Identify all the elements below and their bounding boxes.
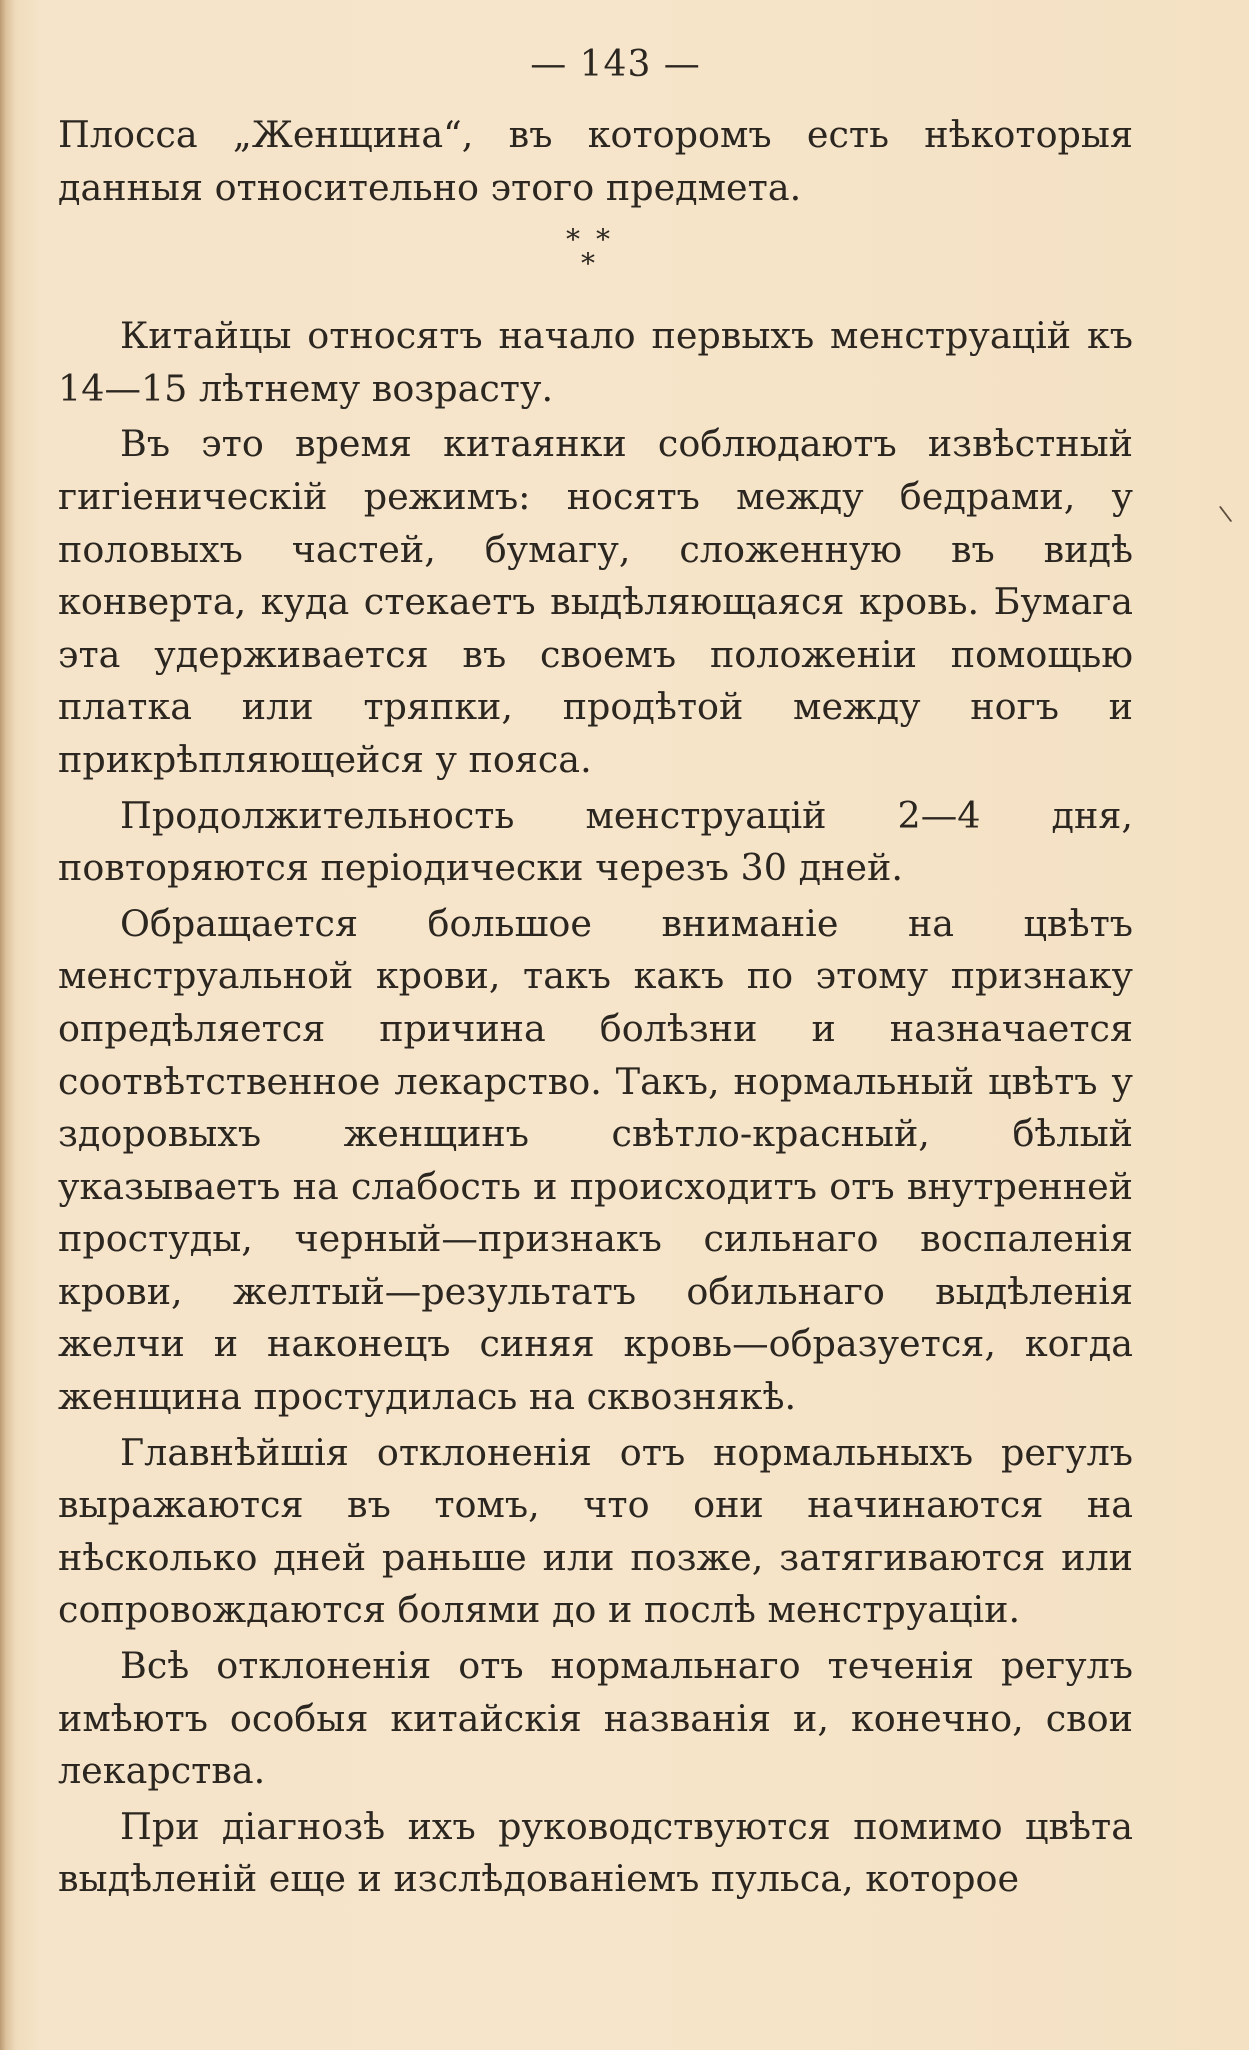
paragraph-continuation: Плосса „Женщина“, въ которомъ есть нѣкоторыя данныя относительно этого предмета.: [58, 113, 1133, 209]
paragraph-chinese-names: Всѣ отклоненія отъ нормальнаго теченія регулъ имѣютъ особыя китайскія названія и, конечно, свои лекарства.: [58, 1644, 1133, 1793]
paragraph-blood-color: Обращается большое вниманіе на цвѣтъ менструальной крови, такъ какъ по этому признаку опредѣляется причина болѣзни и назначается соотвѣтственное лекарство. Такъ, нормальный цвѣтъ у здоровыхъ женщинъ свѣтло-красный, бѣлый указываетъ на слабость и происходитъ отъ внутренней простуды, черный—признакъ сильнаго воспаленія крови, желтый—результатъ обильнаго выдѣленія желчи и наконецъ синяя кровь—образуется, когда женщина простудилась на сквознякѣ.: [58, 901, 1133, 1419]
stray-ink-mark: \: [1217, 501, 1234, 528]
paragraph-deviations: Главнѣйшія отклоненія отъ нормальныхъ регулъ выражаются въ томъ, что они начинаются на нѣсколько дней раньше или позже, затягиваются или сопровождаются болями до и послѣ менструаціи.: [58, 1430, 1133, 1632]
paragraph-duration: Продолжительность менструацій 2—4 дня, повторяются періодически черезъ 30 дней.: [58, 793, 1133, 890]
text-column: [58, 40, 1133, 1906]
asterism-star-left: *: [566, 223, 580, 257]
asterism-star-right: *: [596, 223, 610, 257]
asterism-star-bottom: *: [581, 247, 595, 281]
paragraph-diagnosis: При діагнозѣ ихъ руководствуются помимо цвѣта выдѣленій еще и изслѣдованіемъ пульса, которое: [58, 1804, 1133, 1901]
paragraph-hygiene-regime: Въ это время китаянки соблюдаютъ извѣстный гигіеническій режимъ: носятъ между бедрами, у половыхъ частей, бумагу, сложенную въ видѣ конверта, куда стекаетъ выдѣляющаяся кровь. Бумага эта удерживается въ своемъ положеніи помощью платка или тряпки, продѣтой между ногъ и прикрѣпляющейся у пояса.: [58, 422, 1133, 781]
paragraph-menstruation-age: Китайцы относятъ начало первыхъ менструацій къ 14—15 лѣтнему возрасту.: [58, 314, 1133, 410]
page-number: — 143 —: [530, 44, 701, 85]
asterism-divider: [58, 216, 1133, 296]
